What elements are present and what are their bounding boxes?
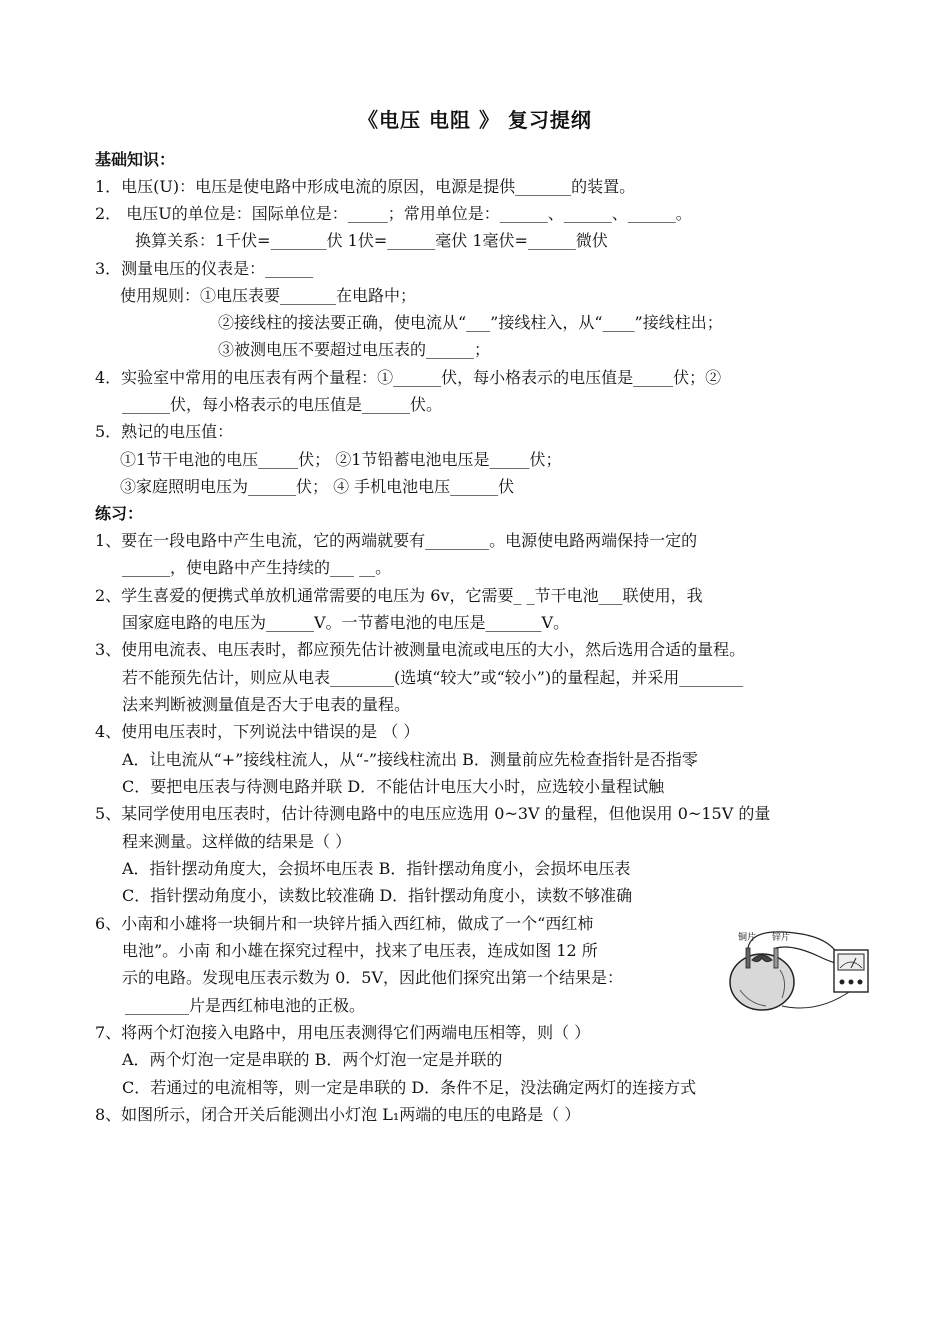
practice-line: 示的电路。发现电压表示数为 0．5V，因此他们探究出第一个结果是：: [122, 968, 624, 987]
practice-line: C．指针摆动角度小，读数比较准确 D．指针摆动角度小，读数不够准确: [122, 886, 633, 905]
practice-line: 法来判断被测量值是否大于电表的量程。: [122, 695, 411, 714]
practice-line: A．两个灯泡一定是串联的 B．两个灯泡一定是并联的: [122, 1050, 503, 1069]
page-title: 《电压 电阻 》 复习提纲: [358, 108, 592, 132]
basic-line: 2． 电压U的单位是：国际单位是：_____；常用单位是：______、______、______。: [95, 204, 692, 223]
practice-line: ________片是西红柿电池的正极。: [125, 996, 366, 1015]
basic-line: 1．电压(U)：电压是使电路中形成电流的原因，电源是提供_______的装置。: [95, 177, 636, 196]
copper-plate: [746, 948, 750, 968]
practice-line: 国家庭电路的电压为______V。一节蓄电池的电压是_______V。: [122, 613, 570, 632]
practice-line: A．指针摆动角度大，会损坏电压表 B．指针摆动角度小，会损坏电压表: [122, 859, 631, 878]
basic-line: ③被测电压不要超过电压表的______；: [218, 340, 491, 359]
section-heading-basic: 基础知识：: [95, 150, 176, 169]
section-heading-practice: 练习：: [95, 504, 144, 523]
basic-line: 使用规则：①电压表要_______在电路中；: [120, 286, 417, 305]
practice-line: 程来测量。这样做的结果是（ ）: [122, 832, 352, 851]
basic-line: 4．实验室中常用的电压表有两个量程：①______伏，每小格表示的电压值是_____伏；②: [95, 368, 722, 387]
practice-line: ______，使电路中产生持续的___ __。: [122, 558, 392, 577]
practice-line: 5、某同学使用电压表时，估计待测电路中的电压应选用 0~3V 的量程，但他误用 0~15V 的量: [95, 804, 771, 823]
basic-line: ②接线柱的接法要正确，使电流从“___”接线柱入，从“____”接线柱出；: [218, 313, 723, 332]
basic-line: ______伏，每小格表示的电压值是______伏。: [122, 395, 443, 414]
practice-line: 1、要在一段电路中产生电流，它的两端就要有________。电源使电路两端保持一定的: [95, 531, 698, 550]
practice-line: 电池”。小南 和小雄在探究过程中，找来了电压表，连成如图 12 所: [122, 941, 598, 960]
practice-line: 3、使用电流表、电压表时，都应预先估计被测量电流或电压的大小，然后选用合适的量程。: [95, 640, 746, 659]
practice-line: 8、如图所示，闭合开关后能测出小灯泡 L₁两端的电压的电路是（ ）: [95, 1105, 581, 1124]
practice-line: C．要把电压表与待测电路并联 D．不能估计电压大小时，应选较小量程试触: [122, 777, 665, 796]
basic-line: 5．熟记的电压值：: [95, 422, 234, 441]
practice-line: C．若通过的电流相等，则一定是串联的 D．条件不足，没法确定两灯的连接方式: [122, 1078, 697, 1097]
copper-label: 铜片: [738, 933, 757, 943]
practice-line: 若不能预先估计，则应从电表________(选填“较大”或“较小”)的量程起，并采用________: [122, 668, 744, 687]
basic-line: ③家庭照明电压为______伏； ④ 手机电池电压______伏: [120, 477, 515, 496]
basic-line: 换算关系：1千伏=_______伏 1伏=______毫伏 1毫伏=______微伏: [135, 231, 608, 250]
practice-line: A．让电流从“+”接线柱流人，从“-”接线柱流出 B．测量前应先检查指针是否指零: [122, 750, 698, 769]
tomato-battery-figure: [722, 920, 872, 1020]
zinc-label: 锌片: [772, 933, 791, 943]
basic-line: 3．测量电压的仪表是：______: [95, 259, 314, 278]
practice-line: 6、小南和小雄将一块铜片和一块锌片插入西红柿，做成了一个“西红柿: [95, 914, 594, 933]
practice-line: 4、使用电压表时，下列说法中错误的是 （ ）: [95, 722, 420, 741]
zinc-plate: [774, 948, 778, 968]
practice-line: 7、将两个灯泡接入电路中，用电压表测得它们两端电压相等，则（ ）: [95, 1023, 591, 1042]
practice-line: 2、学生喜爱的便携式单放机通常需要的电压为 6v，它需要_ _节干电池___联使用，我: [95, 586, 703, 605]
basic-line: ①1节干电池的电压_____伏； ②1节铅蓄电池电压是_____伏；: [120, 450, 562, 469]
